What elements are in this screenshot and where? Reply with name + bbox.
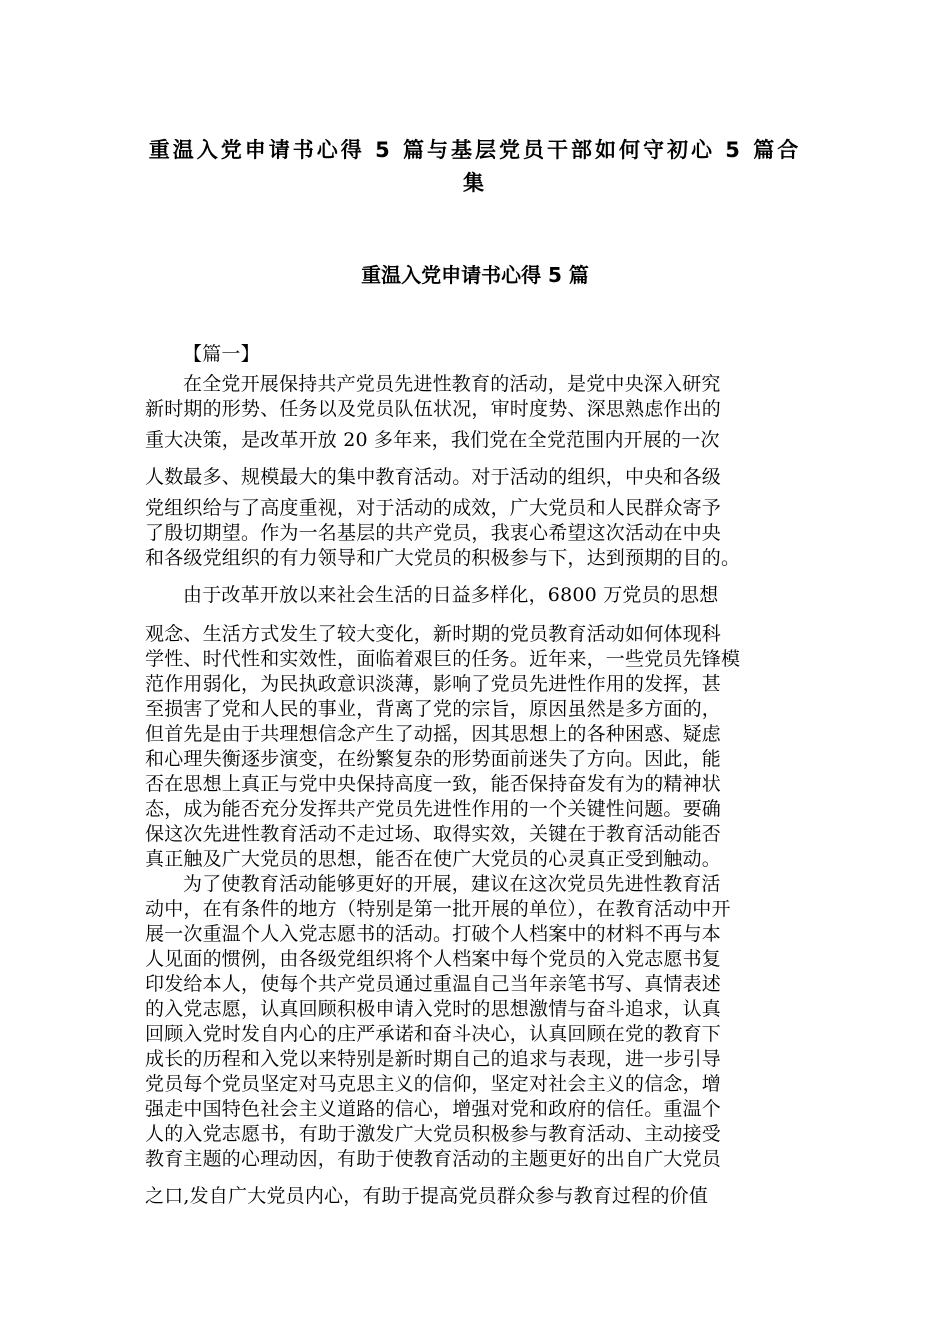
body-line: 重大决策，是改革开放 20 多年来，我们党在全党范围内开展的一次	[145, 429, 720, 451]
body-line: 回顾入党时发自内心的庄严承诺和奋斗决心，认真回顾在党的教育下	[145, 1023, 722, 1045]
body-line: 真正触及广大党员的思想，能否在使广大党员的心灵真正受到触动。	[145, 848, 722, 870]
body-line: 在全党开展保持共产党员先进性教育的活动，是党中央深入研究	[183, 373, 721, 395]
body-line: 否在思想上真正与党中央保持高度一致，能否保持奋发有为的精神状	[145, 773, 722, 795]
body-line: 至损害了党和人民的事业，背离了党的宗旨，原因虽然是多方面的，	[145, 698, 722, 720]
body-line: 成长的历程和入党以来特别是新时期自己的追求与表现，进一步引导	[145, 1048, 722, 1070]
body-line: 之口,发自广大党员内心，有助于提高党员群众参与教育过程的价值	[145, 1185, 709, 1207]
body-line: 和心理失衡逐步演变，在纷繁复杂的形势面前迷失了方向。因此，能	[145, 748, 722, 770]
section-label: 【篇一】	[183, 343, 260, 365]
body-line: 动中，在有条件的地方（特别是第一批开展的单位），在教育活动中开	[145, 898, 731, 920]
body-line: 党组织给与了高度重视，对于活动的成效，广大党员和人民群众寄予	[145, 497, 722, 519]
body-line: 强走中国特色社会主义道路的信心，增强对党和政府的信任。重温个	[145, 1098, 722, 1120]
body-line: 人的入党志愿书，有助于激发广大党员积极参与教育活动、主动接受	[145, 1123, 722, 1145]
body-line: 但首先是由于共理想信念产生了动摇，因其思想上的各种困惑、疑虑	[145, 723, 722, 745]
body-line: 态，成为能否充分发挥共产党员先进性作用的一个关键性问题。要确	[145, 798, 722, 820]
document-body	[145, 342, 825, 1215]
body-line: 和各级党组织的有力领导和广大党员的积极参与下，达到预期的目的。	[145, 547, 741, 569]
body-line: 学性、时代性和实效性，面临着艰巨的任务。近年来，一些党员先锋模	[145, 648, 741, 670]
body-line: 教育主题的心理动因，有助于使教育活动的主题更好的出自广大党员	[145, 1148, 722, 1170]
body-line: 保这次先进性教育活动不走过场、取得实效，关键在于教育活动能否	[145, 823, 722, 845]
body-line: 为了使教育活动能够更好的开展，建议在这次党员先进性教育活	[183, 873, 721, 895]
body-line: 印发给本人，使每个共产党员通过重温自己当年亲笔书写、真情表述	[145, 973, 722, 995]
body-line: 新时期的形势、任务以及党员队伍状况，审时度势、深思熟虑作出的	[145, 398, 722, 420]
body-line: 观念、生活方式发生了较大变化，新时期的党员教育活动如何体现科	[145, 623, 722, 645]
body-line: 的入党志愿，认真回顾积极申请入党时的思想激情与奋斗追求，认真	[145, 998, 722, 1020]
body-line: 展一次重温个人入党志愿书的活动。打破个人档案中的材料不再与本	[145, 923, 722, 945]
body-line: 人数最多、规模最大的集中教育活动。对于活动的组织，中央和各级	[145, 466, 722, 488]
body-line: 党员每个党员坚定对马克思主义的信仰，坚定对社会主义的信念，增	[145, 1073, 722, 1095]
title-line-1: 重温入党申请书心得 5 篇与基层党员干部如何守初心 5 篇合	[148, 138, 802, 162]
body-line: 范作用弱化，为民执政意识淡薄，影响了党员先进性作用的发挥，甚	[145, 673, 722, 695]
body-line: 了殷切期望。作为一名基层的共产党员，我衷心希望这次活动在中央	[145, 522, 722, 544]
body-line: 由于改革开放以来社会生活的日益多样化，6800 万党员的思想	[183, 584, 719, 606]
section-heading: 重温入党申请书心得 5 篇	[361, 263, 589, 287]
document-title	[140, 134, 810, 200]
body-line: 人见面的惯例，由各级党组织将个人档案中每个党员的入党志愿书复	[145, 948, 722, 970]
title-line-2: 集	[463, 171, 487, 195]
